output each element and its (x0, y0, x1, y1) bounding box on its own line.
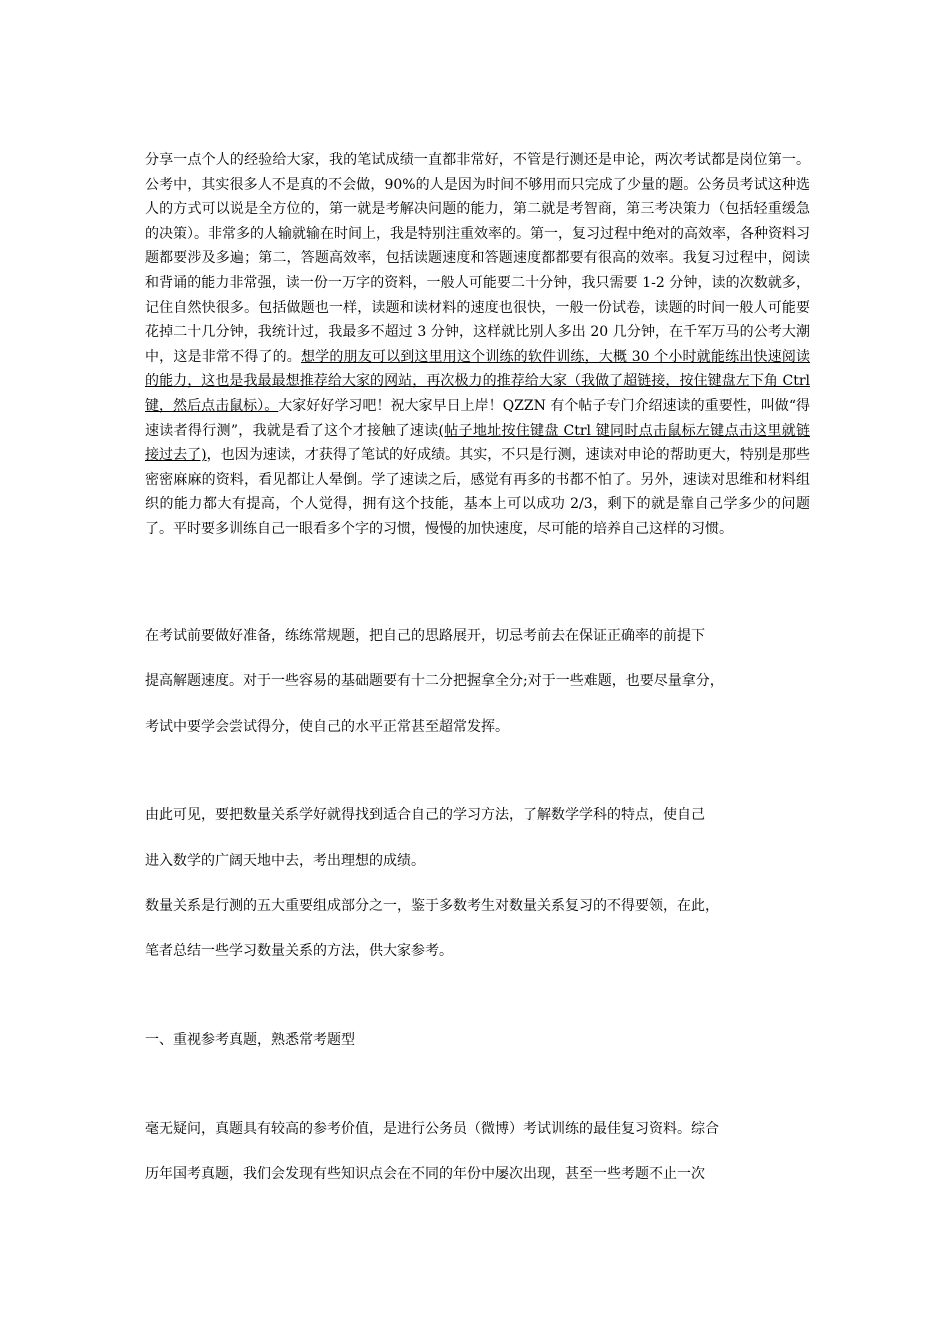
text-line: 考试中要学会尝试得分，使自己的水平正常甚至超常发挥。 (145, 719, 509, 735)
intro-text-2: 大家好好学习吧！祝大家早日上岸！QZZN 有个帖子专门介绍速读的重要性，叫做“得速读者得行测”，我就是看了这个才接触了速读 (145, 397, 811, 439)
forum-post-link[interactable]: (帖子地址按住键盘 Ctrl 键同时点击鼠标左键点击这里就链接过去了) (145, 422, 811, 464)
text-line: 历年国考真题，我们会发现有些知识点会在不同的年份中屡次出现，甚至一些考题不止一次 (145, 1166, 705, 1182)
text-line: 提高解题速度。对于一些容易的基础题要有十二分把握拿全分;对于一些难题，也要尽量拿分， (145, 673, 724, 689)
intro-text-3: ，也因为速读，才获得了笔试的好成绩。其实，不只是行测，速读对申论的帮助更大，特别是那些密密麻麻的资料，看见都让人晕倒。学了速读之后，感觉有再多的书都不怕了。另外，速读对思维和材料组织的能力都大有提高，个人觉得，拥有这个技能，基本上可以成功 2/3，剩下的就是靠自己学多少的问题了。平时要多训练自己一眼看多个字的习惯，慢慢的加快速度，尽可能的培养自己这样的习惯。 (145, 447, 810, 537)
text-line: 毫无疑问，真题具有较高的参考价值，是进行公务员（微博）考试训练的最佳复习资料。综合 (145, 1121, 719, 1137)
intro-paragraph (145, 148, 810, 542)
text-line: 数量关系是行测的五大重要组成部分之一，鉴于多数考生对数量关系复习的不得要领，在此， (145, 898, 719, 914)
text-line: 笔者总结一些学习数量关系的方法，供大家参考。 (145, 943, 453, 959)
text-line: 由此可见，要把数量关系学好就得找到适合自己的学习方法，了解数学学科的特点，使自己 (145, 807, 705, 823)
text-line: 进入数学的广阔天地中去，考出理想的成绩。 (145, 853, 425, 869)
section-heading: 一、重视参考真题，熟悉常考题型 (145, 1032, 355, 1048)
text-line: 在考试前要做好准备，练练常规题，把自己的思路展开，切忌考前去在保证正确率的前提下 (145, 628, 705, 644)
training-software-link[interactable]: 想学的朋友可以到这里用这个训练的软件训练，大概 30 个小时就能练出快速阅读的能力，这也是我最最想推荐给大家的网站，再次极力的推荐给大家（我做了超链接，按住键盘左下角 Ctrl 键，然后点击鼠标）。 (145, 348, 810, 414)
intro-text-1: 分享一点个人的经验给大家，我的笔试成绩一直都非常好，不管是行测还是申论，两次考试都是岗位第一。公考中，其实很多人不是真的不会做，90%的人是因为时间不够用而只完成了少量的题。公务员考试这种选人的方式可以说是全方位的，第一就是考解决问题的能力，第二就是考智商，第三考决策力（包括轻重缓急的决策）。非常多的人输就输在时间上，我是特别注重效率的。第一，复习过程中绝对的高效率，各种资料习题都要涉及多遍；第二，答题高效率，包括读题速度和答题速度都都要有很高的效率。我复习过程中，阅读和背诵的能力非常强，读一份一万字的资料，一般人可能要二十分钟，我只需要 1-2 分钟，读的次数就多，记住自然快很多。包括做题也一样，读题和读材料的速度也很快，一般一份试卷，读题的时间一般人可能要花掉二十几分钟，我统计过，我最多不超过 3 分钟，这样就比别人多出 20 几分钟，在千军万马的公考大潮中，这是非常不得了的。 (145, 152, 810, 365)
